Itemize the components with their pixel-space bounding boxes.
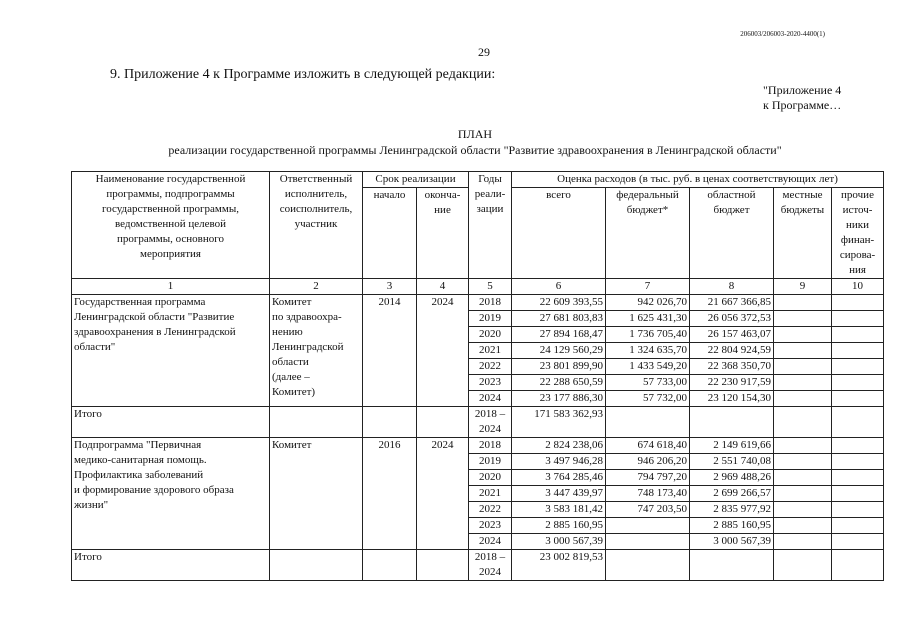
itogo-row xyxy=(72,550,884,581)
empty-cell xyxy=(270,550,363,581)
year-cell: 2019 xyxy=(469,454,512,470)
plan-subtitle: реализации государственной программы Ленинградской области "Развитие здравоохранения в Ленинградской области" xyxy=(168,143,782,157)
regional-cell: 3 000 567,39 xyxy=(690,534,774,550)
empty-cell xyxy=(270,407,363,438)
federal-cell xyxy=(606,534,690,550)
regional-cell: 22 368 350,70 xyxy=(690,359,774,375)
regional-cell: 22 804 924,59 xyxy=(690,343,774,359)
federal-cell: 748 173,40 xyxy=(606,486,690,502)
total-cell: 23 801 899,90 xyxy=(512,359,606,375)
plan-table xyxy=(71,171,884,581)
program-start: 2014 xyxy=(363,295,417,407)
col-number: 4 xyxy=(417,279,469,295)
total-cell: 3 764 285,46 xyxy=(512,470,606,486)
local-cell xyxy=(774,375,832,391)
header-other: прочие источ- ники финан- сирова- ния xyxy=(832,188,884,279)
federal-cell: 1 736 705,40 xyxy=(606,327,690,343)
other-cell xyxy=(832,391,884,407)
federal-cell: 674 618,40 xyxy=(606,438,690,454)
year-cell: 2021 xyxy=(469,343,512,359)
federal-cell: 57 732,00 xyxy=(606,391,690,407)
federal-cell: 946 206,20 xyxy=(606,454,690,470)
year-cell: 2022 xyxy=(469,359,512,375)
federal-cell: 1 433 549,20 xyxy=(606,359,690,375)
appendix-ref-line2: к Программе… xyxy=(763,98,842,112)
empty-cell xyxy=(832,550,884,581)
other-cell xyxy=(832,534,884,550)
column-number-row xyxy=(72,279,884,295)
document-id: 206003/206003-2020-4400(1) xyxy=(740,30,825,38)
empty-cell xyxy=(690,550,774,581)
federal-cell: 57 733,00 xyxy=(606,375,690,391)
year-cell: 2023 xyxy=(469,518,512,534)
local-cell xyxy=(774,311,832,327)
program-end: 2024 xyxy=(417,438,469,550)
other-cell xyxy=(832,454,884,470)
federal-cell xyxy=(606,518,690,534)
regional-cell: 2 699 266,57 xyxy=(690,486,774,502)
col-number: 10 xyxy=(832,279,884,295)
other-cell xyxy=(832,343,884,359)
total-cell: 3 000 567,39 xyxy=(512,534,606,550)
header-end: оконча- ние xyxy=(417,188,469,279)
regional-cell: 2 551 740,08 xyxy=(690,454,774,470)
other-cell xyxy=(832,359,884,375)
total-cell: 2 885 160,95 xyxy=(512,518,606,534)
itogo-label: Итого xyxy=(72,407,270,438)
year-cell: 2024 xyxy=(469,391,512,407)
col-number: 5 xyxy=(469,279,512,295)
regional-cell: 26 056 372,53 xyxy=(690,311,774,327)
other-cell xyxy=(832,438,884,454)
year-cell: 2020 xyxy=(469,327,512,343)
other-cell xyxy=(832,311,884,327)
federal-cell: 1 625 431,30 xyxy=(606,311,690,327)
local-cell xyxy=(774,486,832,502)
header-local: местные бюджеты xyxy=(774,188,832,279)
local-cell xyxy=(774,502,832,518)
total-cell: 24 129 560,29 xyxy=(512,343,606,359)
federal-cell: 942 026,70 xyxy=(606,295,690,311)
empty-cell xyxy=(774,550,832,581)
total-cell: 3 497 946,28 xyxy=(512,454,606,470)
col-number: 8 xyxy=(690,279,774,295)
regional-cell: 2 969 488,26 xyxy=(690,470,774,486)
empty-cell xyxy=(363,407,417,438)
empty-cell xyxy=(417,407,469,438)
total-cell: 27 681 803,83 xyxy=(512,311,606,327)
program-name: Государственная программа Ленинградской области "Развитие здравоохранения в Ленинградской области" xyxy=(72,295,270,407)
total-cell: 22 288 650,59 xyxy=(512,375,606,391)
itogo-row xyxy=(72,407,884,438)
instruction-text: 9. Приложение 4 к Программе изложить в следующей редакции: xyxy=(110,67,496,82)
regional-cell: 2 885 160,95 xyxy=(690,518,774,534)
empty-cell xyxy=(774,407,832,438)
itogo-total: 171 583 362,93 xyxy=(512,407,606,438)
local-cell xyxy=(774,327,832,343)
year-cell: 2018 xyxy=(469,438,512,454)
table-row xyxy=(72,438,884,454)
regional-cell: 23 120 154,30 xyxy=(690,391,774,407)
federal-cell: 794 797,20 xyxy=(606,470,690,486)
total-cell: 3 447 439,97 xyxy=(512,486,606,502)
program-start: 2016 xyxy=(363,438,417,550)
year-cell: 2022 xyxy=(469,502,512,518)
total-cell: 22 609 393,55 xyxy=(512,295,606,311)
header-regional: областной бюджет xyxy=(690,188,774,279)
empty-cell xyxy=(832,407,884,438)
other-cell xyxy=(832,486,884,502)
itogo-years: 2018 – 2024 xyxy=(469,407,512,438)
year-cell: 2021 xyxy=(469,486,512,502)
col-number: 1 xyxy=(72,279,270,295)
itogo-years: 2018 – 2024 xyxy=(469,550,512,581)
year-cell: 2020 xyxy=(469,470,512,486)
local-cell xyxy=(774,534,832,550)
appendix-ref-line1: "Приложение 4 xyxy=(763,83,842,97)
program-responsible: Комитет по здравоохра- нению Ленинградской области (далее – Комитет) xyxy=(270,295,363,407)
col-number: 3 xyxy=(363,279,417,295)
program-responsible: Комитет xyxy=(270,438,363,550)
local-cell xyxy=(774,518,832,534)
empty-cell xyxy=(606,550,690,581)
federal-cell: 1 324 635,70 xyxy=(606,343,690,359)
local-cell xyxy=(774,438,832,454)
col-number: 6 xyxy=(512,279,606,295)
header-start: начало xyxy=(363,188,417,279)
year-cell: 2023 xyxy=(469,375,512,391)
itogo-label: Итого xyxy=(72,550,270,581)
other-cell xyxy=(832,470,884,486)
header-federal: федеральный бюджет* xyxy=(606,188,690,279)
empty-cell xyxy=(690,407,774,438)
empty-cell xyxy=(606,407,690,438)
plan-title: ПЛАН xyxy=(457,127,493,141)
local-cell xyxy=(774,343,832,359)
other-cell xyxy=(832,518,884,534)
total-cell: 3 583 181,42 xyxy=(512,502,606,518)
empty-cell xyxy=(417,550,469,581)
header-years: Годы реали- зации xyxy=(469,172,512,279)
program-end: 2024 xyxy=(417,295,469,407)
total-cell: 2 824 238,06 xyxy=(512,438,606,454)
page-number: 29 xyxy=(478,45,490,59)
local-cell xyxy=(774,470,832,486)
regional-cell: 22 230 917,59 xyxy=(690,375,774,391)
local-cell xyxy=(774,295,832,311)
regional-cell: 21 667 366,85 xyxy=(690,295,774,311)
regional-cell: 26 157 463,07 xyxy=(690,327,774,343)
year-cell: 2019 xyxy=(469,311,512,327)
other-cell xyxy=(832,502,884,518)
header-period: Срок реализации xyxy=(363,172,469,188)
regional-cell: 2 149 619,66 xyxy=(690,438,774,454)
itogo-total: 23 002 819,53 xyxy=(512,550,606,581)
total-cell: 27 894 168,47 xyxy=(512,327,606,343)
regional-cell: 2 835 977,92 xyxy=(690,502,774,518)
other-cell xyxy=(832,295,884,311)
col-number: 2 xyxy=(270,279,363,295)
col-number: 9 xyxy=(774,279,832,295)
table-row xyxy=(72,295,884,311)
header-responsible: Ответственный исполнитель, соисполнитель, участник xyxy=(270,172,363,279)
col-number: 7 xyxy=(606,279,690,295)
header-total: всего xyxy=(512,188,606,279)
local-cell xyxy=(774,359,832,375)
header-name: Наименование государственной программы, подпрограммы государственной программы, ведомственной целевой программы, основного мероприятия xyxy=(72,172,270,279)
program-name: Подпрограмма "Первичная медико-санитарная помощь. Профилактика заболеваний и формирование здорового образа жизни" xyxy=(72,438,270,550)
local-cell xyxy=(774,391,832,407)
other-cell xyxy=(832,327,884,343)
empty-cell xyxy=(363,550,417,581)
total-cell: 23 177 886,30 xyxy=(512,391,606,407)
year-cell: 2018 xyxy=(469,295,512,311)
federal-cell: 747 203,50 xyxy=(606,502,690,518)
year-cell: 2024 xyxy=(469,534,512,550)
local-cell xyxy=(774,454,832,470)
header-costs: Оценка расходов (в тыс. руб. в ценах соответствующих лет) xyxy=(512,172,884,188)
other-cell xyxy=(832,375,884,391)
